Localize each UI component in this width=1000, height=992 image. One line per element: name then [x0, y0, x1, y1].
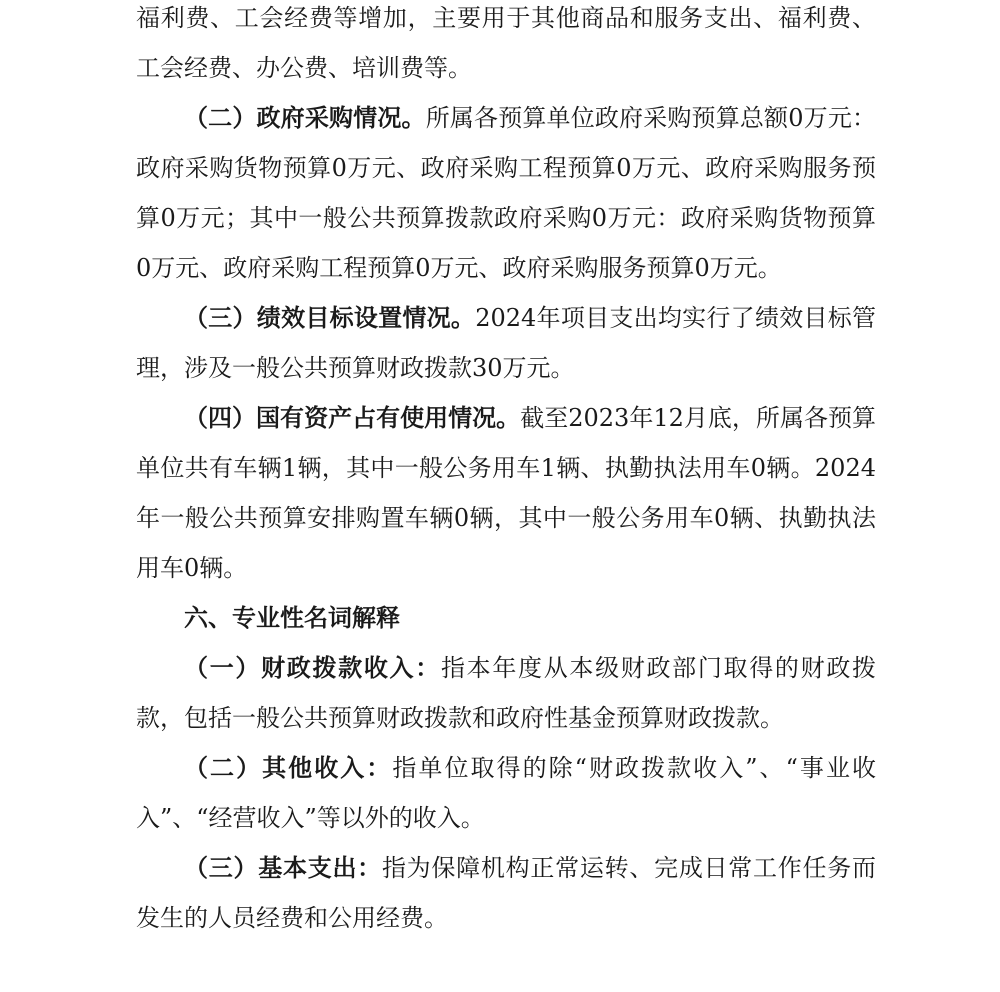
- definition-term: （三）基本支出：: [184, 854, 382, 882]
- definition-fiscal-appropriation-income: [136, 643, 876, 743]
- section-heading: 六、专业性名词解释: [184, 604, 400, 632]
- paragraph-text: 2024年项目支出均实行了绩效目标管理，涉及一般公共预算财政拨款30万元。: [136, 304, 877, 382]
- paragraph-government-procurement: [136, 93, 876, 293]
- definition-text: 指本年度从本级财政部门取得的财政拨款，包括一般公共预算财政拨款和政府性基金预算财政拨款。: [136, 654, 877, 732]
- paragraph-lead: （三）绩效目标设置情况。: [184, 304, 476, 332]
- paragraph-text: 所属各预算单位政府采购预算总额0万元：政府采购货物预算0万元、政府采购工程预算0万元、政府采购服务预算0万元；其中一般公共预算拨款政府采购0万元：政府采购货物预算0万元、政府采购工程预算0万元、政府采购服务预算0万元。: [136, 104, 876, 282]
- paragraph-state-assets: [136, 393, 876, 593]
- definition-term: （二）其他收入：: [184, 754, 393, 782]
- definition-text: 指单位取得的除“财政拨款收入”、“事业收入”、“经营收入”等以外的收入。: [136, 754, 877, 832]
- paragraph-lead: （四）国有资产占有使用情况。: [184, 404, 521, 432]
- definition-text: 指为保障机构正常运转、完成日常工作任务而发生的人员经费和公用经费。: [136, 854, 877, 932]
- definition-other-income: [136, 743, 876, 843]
- paragraph-performance-targets: [136, 293, 876, 393]
- paragraph-text: 福利费、工会经费等增加，主要用于其他商品和服务支出、福利费、工会经费、办公费、培训费等。: [136, 4, 876, 82]
- definition-term: （一）财政拨款收入：: [184, 654, 441, 682]
- definition-basic-expenditure: [136, 843, 876, 943]
- document-page: [136, 0, 876, 943]
- paragraph-lead: （二）政府采购情况。: [184, 104, 426, 132]
- paragraph-text: 截至2023年12月底，所属各预算单位共有车辆1辆，其中一般公务用车1辆、执勤执法用车0辆。2024年一般公共预算安排购置车辆0辆，其中一般公务用车0辆、执勤执法用车0辆。: [136, 404, 876, 582]
- paragraph-continuation: [136, 0, 876, 93]
